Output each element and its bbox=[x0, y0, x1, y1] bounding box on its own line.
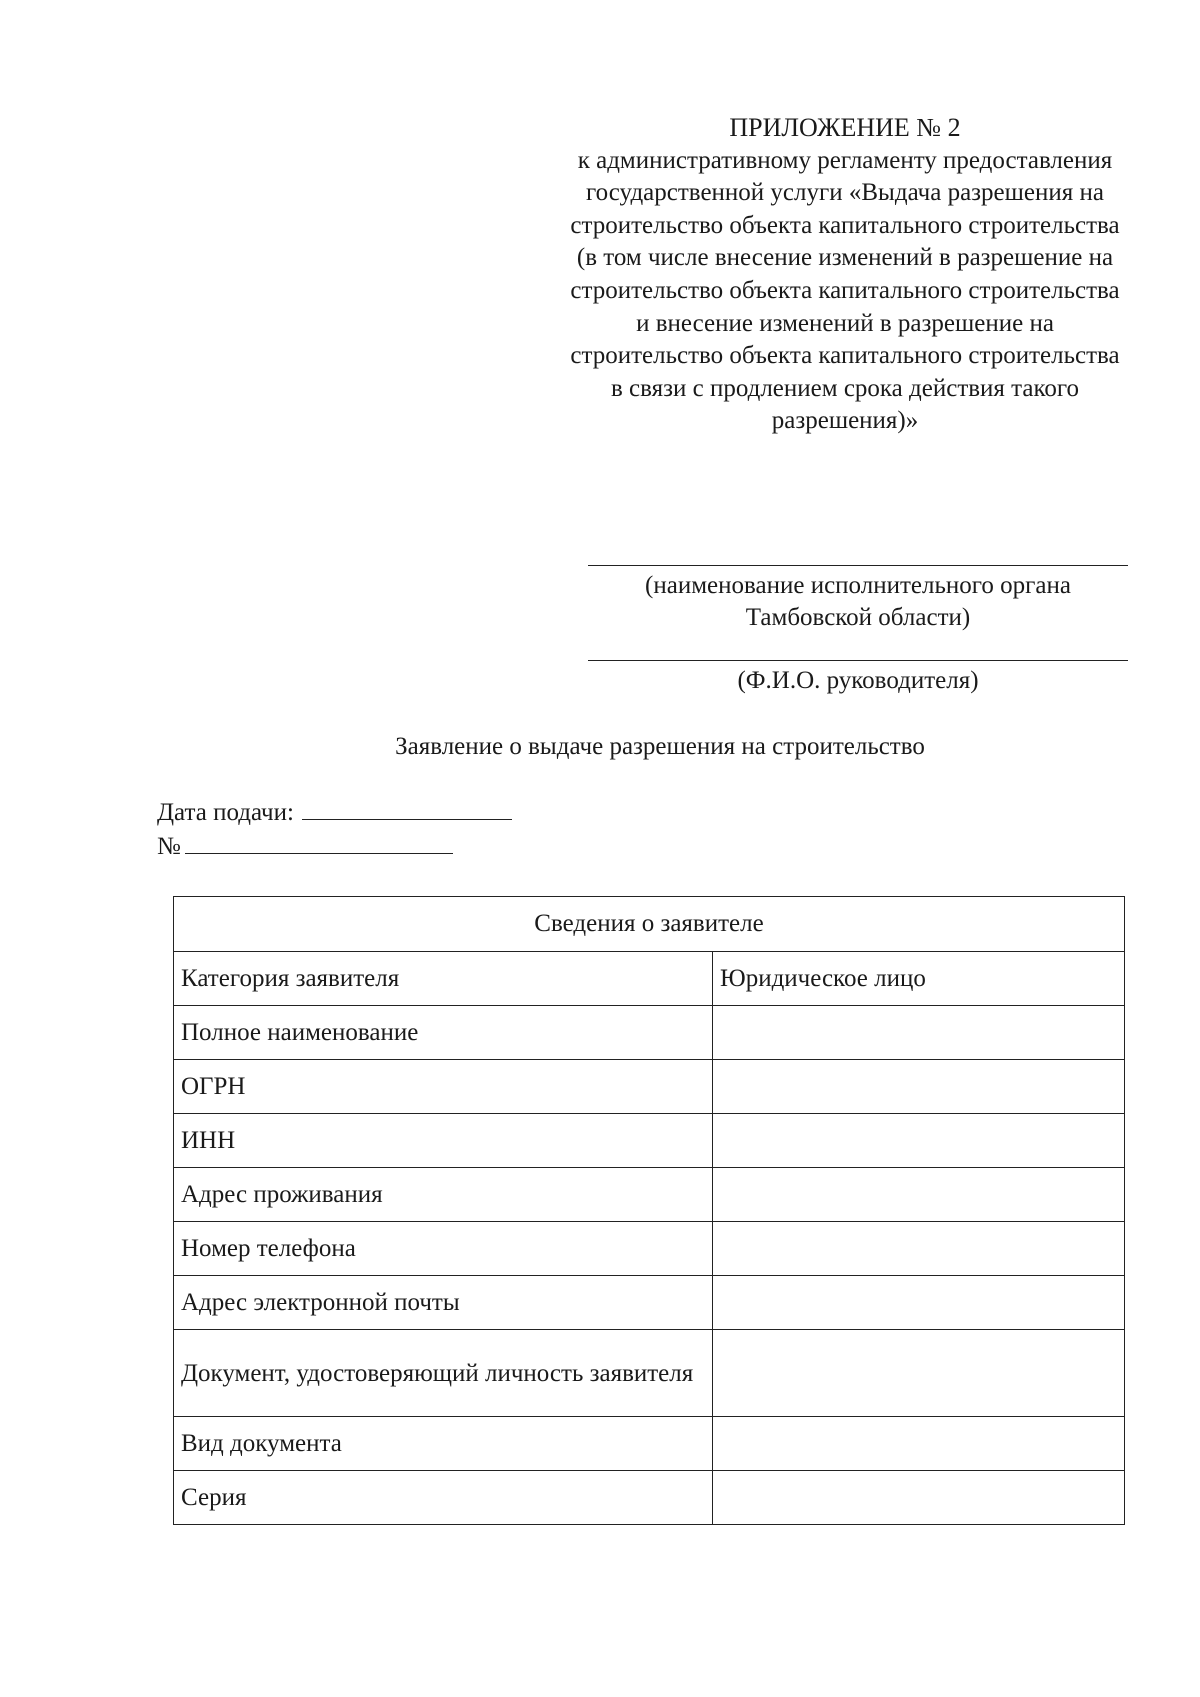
appendix-line: строительство объекта капитального строительства bbox=[570, 342, 1120, 370]
table-row bbox=[174, 1471, 1125, 1525]
row-label: Номер телефона bbox=[174, 1222, 713, 1276]
table-header: Сведения о заявителе bbox=[174, 897, 1125, 952]
appendix-line: (в том числе внесение изменений в разрешение на bbox=[576, 244, 1114, 272]
appendix-line: к административному регламенту предоставления bbox=[577, 146, 1113, 174]
submission-number-label: № bbox=[157, 833, 181, 860]
row-value[interactable] bbox=[713, 1276, 1125, 1330]
submission-date-row bbox=[157, 797, 512, 827]
appendix-line: строительство объекта капитального строительства bbox=[570, 276, 1120, 304]
table-row bbox=[174, 1060, 1125, 1114]
table-row bbox=[174, 1276, 1125, 1330]
row-value[interactable]: Юридическое лицо bbox=[713, 952, 1125, 1006]
row-value[interactable] bbox=[713, 1417, 1125, 1471]
row-label: Серия bbox=[174, 1471, 713, 1525]
row-value[interactable] bbox=[713, 1114, 1125, 1168]
head-name-blank-line[interactable] bbox=[588, 660, 1128, 661]
head-name-block bbox=[588, 660, 1128, 697]
table-row bbox=[174, 952, 1125, 1006]
applicant-info-table bbox=[173, 896, 1125, 1525]
row-value[interactable] bbox=[713, 1168, 1125, 1222]
row-label: Вид документа bbox=[174, 1417, 713, 1471]
table-header-row bbox=[174, 897, 1125, 952]
appendix-line: разрешения)» bbox=[771, 407, 919, 435]
row-label: Адрес проживания bbox=[174, 1168, 713, 1222]
submission-date-label: Дата подачи: bbox=[157, 799, 294, 826]
row-value[interactable] bbox=[713, 1222, 1125, 1276]
row-value[interactable] bbox=[713, 1006, 1125, 1060]
appendix-line: государственной услуги «Выдача разрешения на bbox=[586, 179, 1104, 207]
row-label: Полное наименование bbox=[174, 1006, 713, 1060]
head-name-caption: (Ф.И.О. руководителя) bbox=[737, 667, 979, 694]
authority-name-caption: (наименование исполнительного органа bbox=[645, 572, 1071, 599]
row-label: ОГРН bbox=[174, 1060, 713, 1114]
row-label: ИНН bbox=[174, 1114, 713, 1168]
authority-name-blank-line[interactable] bbox=[588, 565, 1128, 566]
row-value[interactable] bbox=[713, 1330, 1125, 1417]
appendix-line: строительство объекта капитального строительства bbox=[570, 211, 1120, 239]
authority-name-block bbox=[588, 565, 1128, 634]
submission-date-blank[interactable] bbox=[302, 797, 512, 820]
submission-number-row bbox=[157, 831, 453, 861]
row-value[interactable] bbox=[713, 1060, 1125, 1114]
row-label: Категория заявителя bbox=[174, 952, 713, 1006]
authority-name-caption-continued: Тамбовской области) bbox=[745, 604, 971, 631]
appendix-line: в связи с продлением срока действия такого bbox=[610, 374, 1080, 402]
table-row bbox=[174, 1006, 1125, 1060]
appendix-line: и внесение изменений в разрешение на bbox=[636, 309, 1054, 337]
table-row bbox=[174, 1168, 1125, 1222]
form-title: Заявление о выдаче разрешения на строительство bbox=[395, 733, 925, 760]
appendix-title: ПРИЛОЖЕНИЕ № 2 bbox=[729, 113, 961, 142]
row-label: Адрес электронной почты bbox=[174, 1276, 713, 1330]
table-row bbox=[174, 1222, 1125, 1276]
row-label: Документ, удостоверяющий личность заявителя bbox=[174, 1330, 713, 1417]
row-value[interactable] bbox=[713, 1471, 1125, 1525]
table-row bbox=[174, 1417, 1125, 1471]
submission-number-blank[interactable] bbox=[185, 831, 453, 854]
table-row bbox=[174, 1330, 1125, 1417]
table-row bbox=[174, 1114, 1125, 1168]
appendix-heading bbox=[525, 112, 1165, 438]
